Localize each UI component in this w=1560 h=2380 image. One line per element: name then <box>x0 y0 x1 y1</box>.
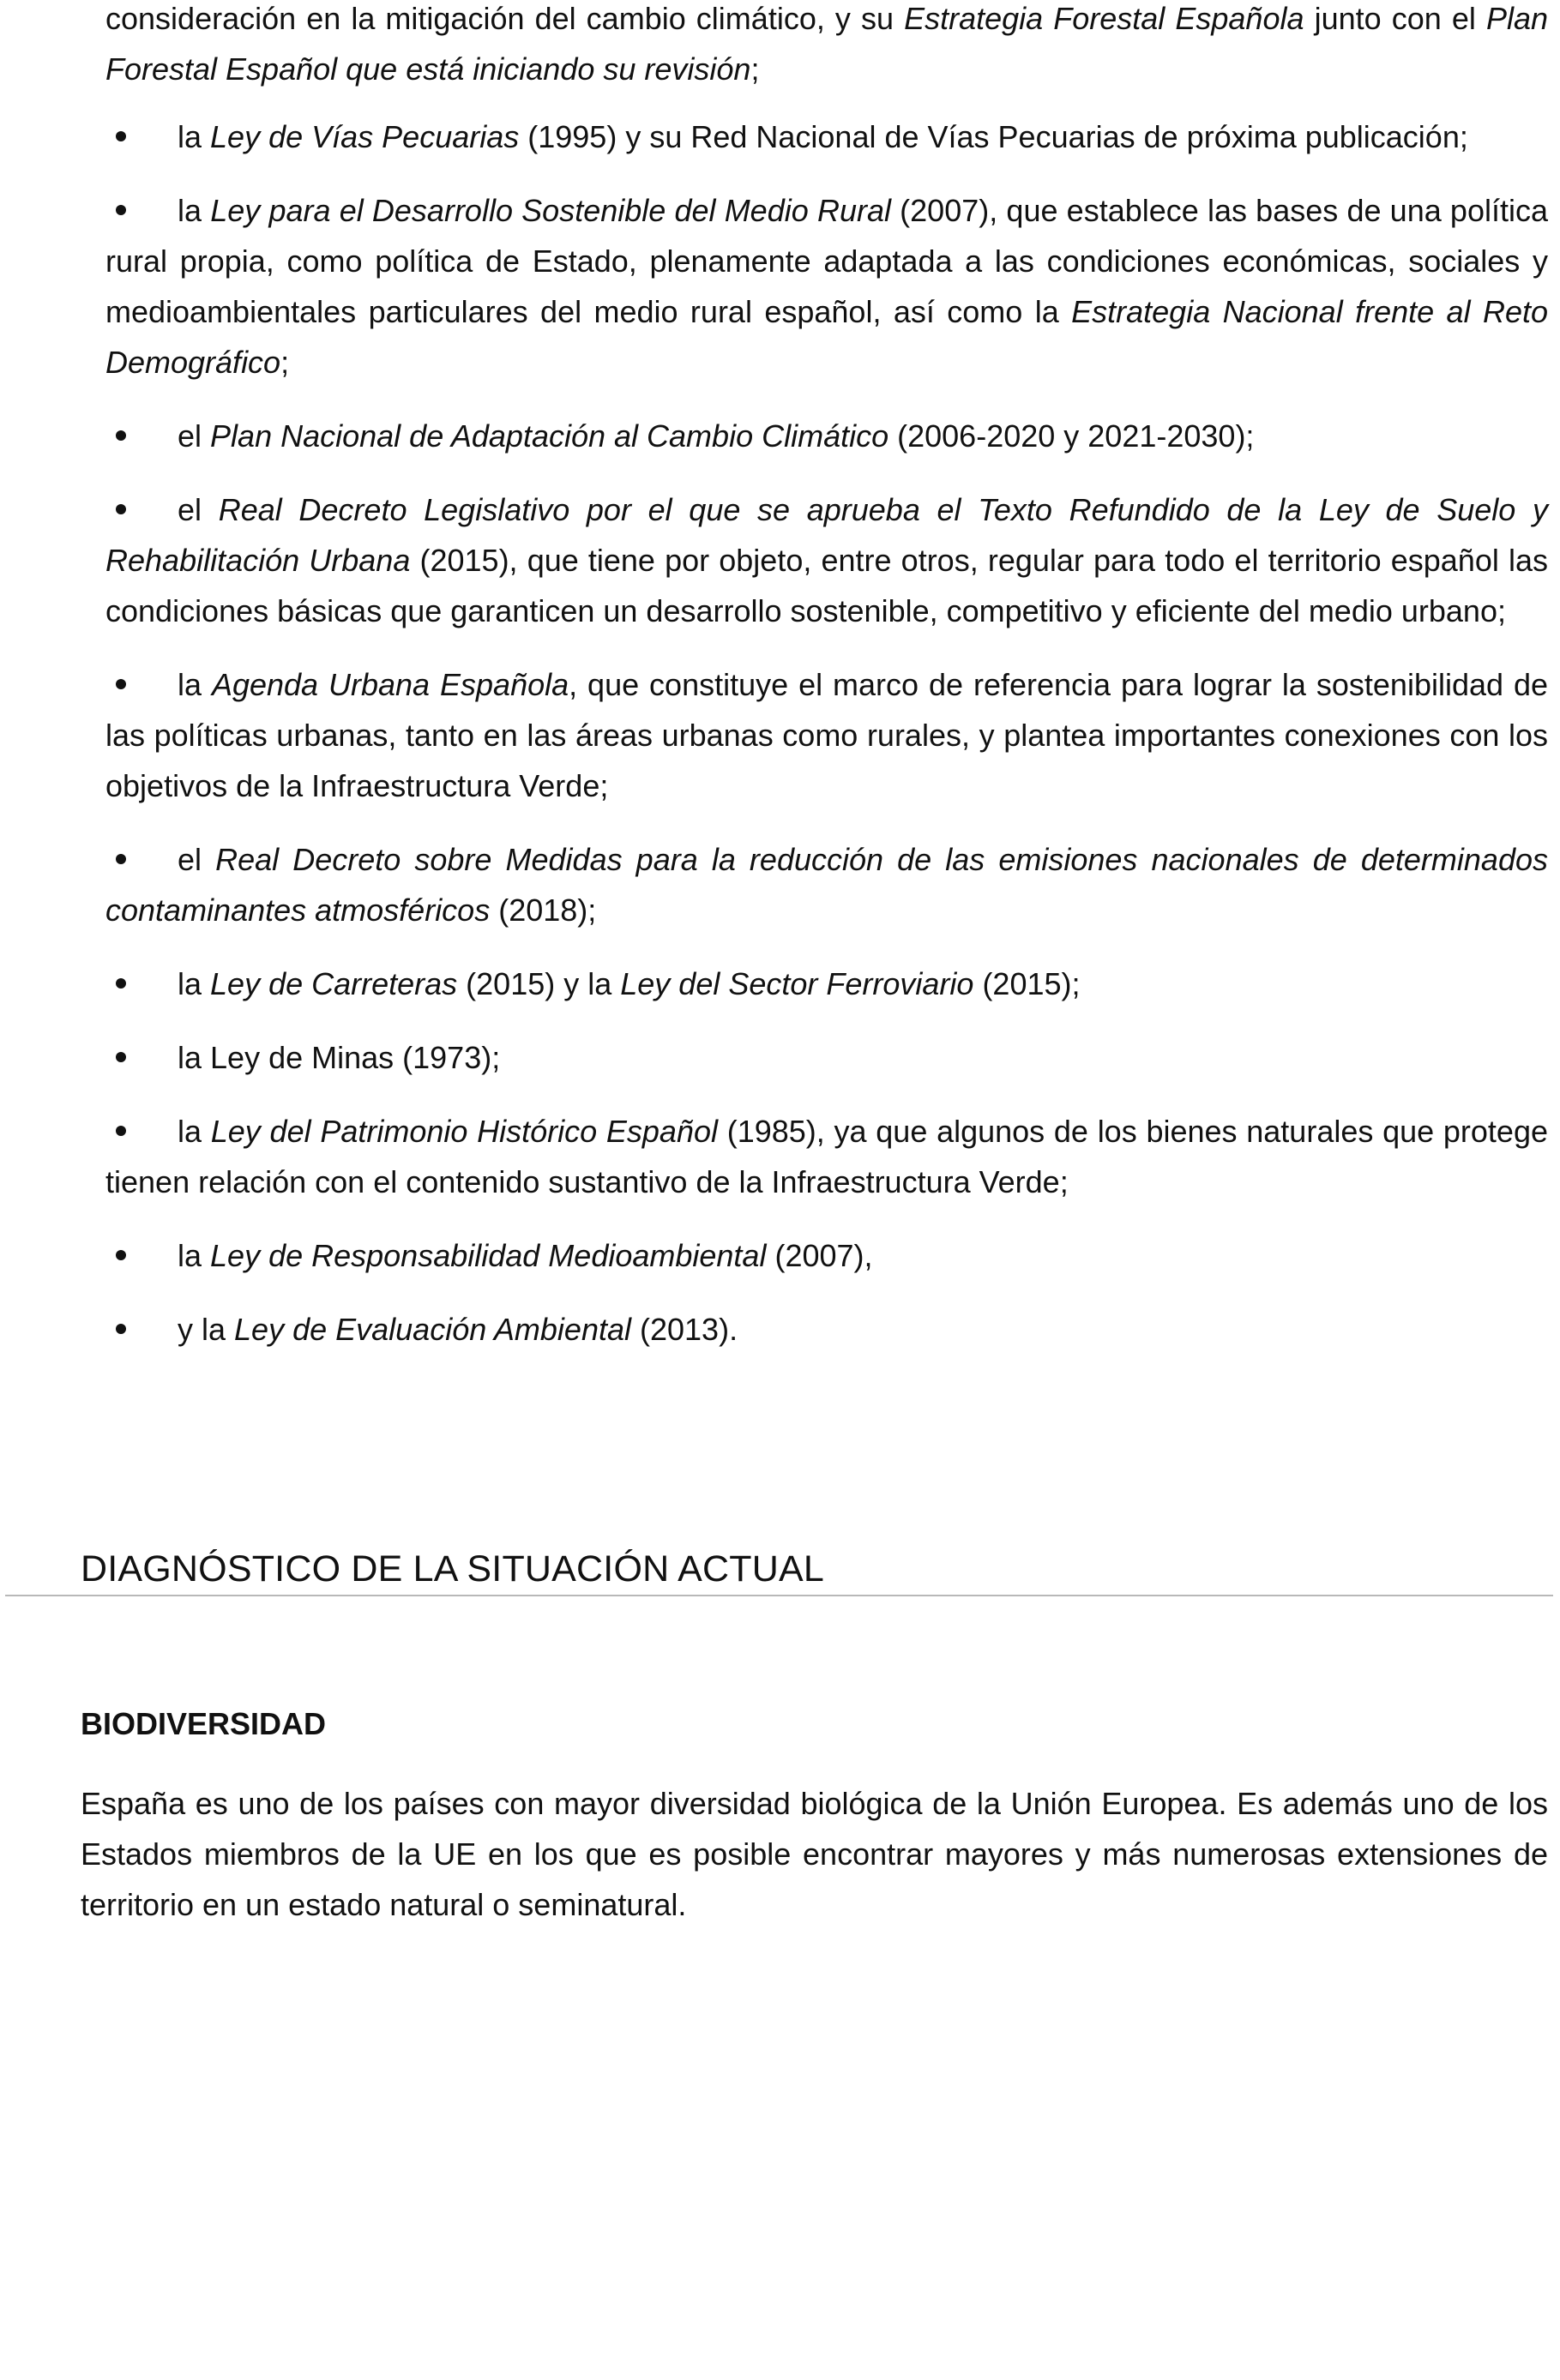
list-item <box>105 1304 1548 1355</box>
list-item-text: la <box>178 193 211 228</box>
list-item-text: (1985), ya que algunos de los bienes naturales que protege tienen relación con el contenido sustantivo de la Infraestructura Verde; <box>105 1114 1548 1199</box>
list-item <box>105 1106 1548 1207</box>
list-item-text: (2018); <box>490 892 597 928</box>
biodiversity-paragraph: España es uno de los países con mayor diversidad biológica de la Unión Europea. Es además uno de los Estados miembros de la UE en los que es posible encontrar mayores y más numerosas extensiones de territorio en un estado natural o seminatural. <box>81 1786 1548 1922</box>
law-title: Ley del Sector Ferroviario <box>620 966 974 1001</box>
bullet-icon <box>116 1052 126 1062</box>
law-title: Estrategia Nacional frente al Reto Demográfico <box>105 294 1549 380</box>
list-item <box>105 959 1548 1009</box>
law-title: Ley de Responsabilidad Medioambiental <box>210 1238 767 1273</box>
list-item-text: y la <box>178 1312 235 1347</box>
list-item <box>105 484 1548 636</box>
list-item-text: (2015); <box>973 966 1081 1001</box>
intro-paragraph <box>105 0 1548 94</box>
law-title: Plan Nacional de Adaptación al Cambio Climático <box>210 418 889 454</box>
list-item <box>105 834 1548 935</box>
law-title: Real Decreto Legislativo por el que se aprueba el Texto Refundido de la Ley de Suelo y Rehabilitación Urbana <box>105 492 1548 578</box>
list-item-text: la <box>178 667 212 702</box>
list-item-text: el <box>178 418 211 454</box>
list-item-text: (2013). <box>631 1312 738 1347</box>
list-item-text: la <box>178 1114 211 1149</box>
list-item-text: la <box>178 119 211 154</box>
bullet-icon <box>116 504 126 514</box>
law-title: Agenda Urbana Española <box>211 667 569 702</box>
list-item-text: , que constituye el marco de referencia para lograr la sostenibilidad de las políticas urbanas, tanto en las áreas urbanas como rurales, y plantea importantes conexiones con los objetivos de la Infraestructura Verde; <box>105 667 1548 803</box>
bullet-icon <box>116 430 126 441</box>
section-title: DIAGNÓSTICO DE LA SITUACIÓN ACTUAL <box>81 1548 824 1590</box>
list-item-text: (2007), que establece las bases de una política rural propia, como política de Estado, plenamente adaptada a las condiciones económicas, sociales y medioambientales particulares del medio rural español, así como la <box>105 193 1548 329</box>
bullet-icon <box>116 854 126 864</box>
list-item-text: (2015) y la <box>457 966 621 1001</box>
law-title: Ley para el Desarrollo Sostenible del Medio Rural <box>210 193 891 228</box>
list-item-text: (2007), <box>766 1238 873 1273</box>
bullet-icon <box>116 131 126 141</box>
legislation-bullet-list <box>105 111 1548 1378</box>
intro-italic-plan: Plan Forestal Español que está iniciando su revisión <box>105 1 1548 87</box>
intro-text-middle: junto con el <box>1304 1 1486 36</box>
list-item-text: ; <box>280 345 290 380</box>
section-divider <box>5 1595 1553 1596</box>
bullet-icon <box>116 1250 126 1260</box>
law-title: Ley de Carreteras <box>210 966 458 1001</box>
list-item <box>105 411 1548 461</box>
list-item <box>105 1032 1548 1083</box>
list-item <box>105 1230 1548 1281</box>
law-title: Ley del Patrimonio Histórico Español <box>210 1114 718 1149</box>
list-item <box>105 111 1548 162</box>
list-item <box>105 659 1548 811</box>
bullet-icon <box>116 679 126 689</box>
list-item-text: (2015), que tiene por objeto, entre otros, regular para todo el territorio español las condiciones básicas que garanticen un desarrollo sostenible, competitivo y eficiente del medio urbano; <box>105 543 1548 628</box>
list-item-text: (1995) y su Red Nacional de Vías Pecuarias de próxima publicación; <box>519 119 1468 154</box>
list-item-text: (2006-2020 y 2021-2030); <box>888 418 1255 454</box>
list-item-text: el <box>178 842 216 877</box>
list-item-text: la Ley de Minas (1973); <box>178 1040 501 1075</box>
bullet-icon <box>116 1324 126 1334</box>
intro-text: consideración en la mitigación del cambio climático, y su <box>105 1 905 36</box>
subheading-biodiversidad: BIODIVERSIDAD <box>81 1706 327 1741</box>
list-item-text: la <box>178 966 211 1001</box>
bullet-icon <box>116 1126 126 1136</box>
list-item-text: la <box>178 1238 211 1273</box>
law-title: Ley de Vías Pecuarias <box>210 119 520 154</box>
list-item <box>105 185 1548 388</box>
bullet-icon <box>116 978 126 989</box>
law-title: Real Decreto sobre Medidas para la reducción de las emisiones nacionales de determinados contaminantes atmosféricos <box>105 842 1548 928</box>
intro-italic-strategy: Estrategia Forestal Española <box>904 1 1304 36</box>
law-title: Ley de Evaluación Ambiental <box>234 1312 631 1347</box>
intro-text-suffix: ; <box>750 51 760 87</box>
list-item-text: el <box>178 492 219 527</box>
bullet-icon <box>116 205 126 215</box>
